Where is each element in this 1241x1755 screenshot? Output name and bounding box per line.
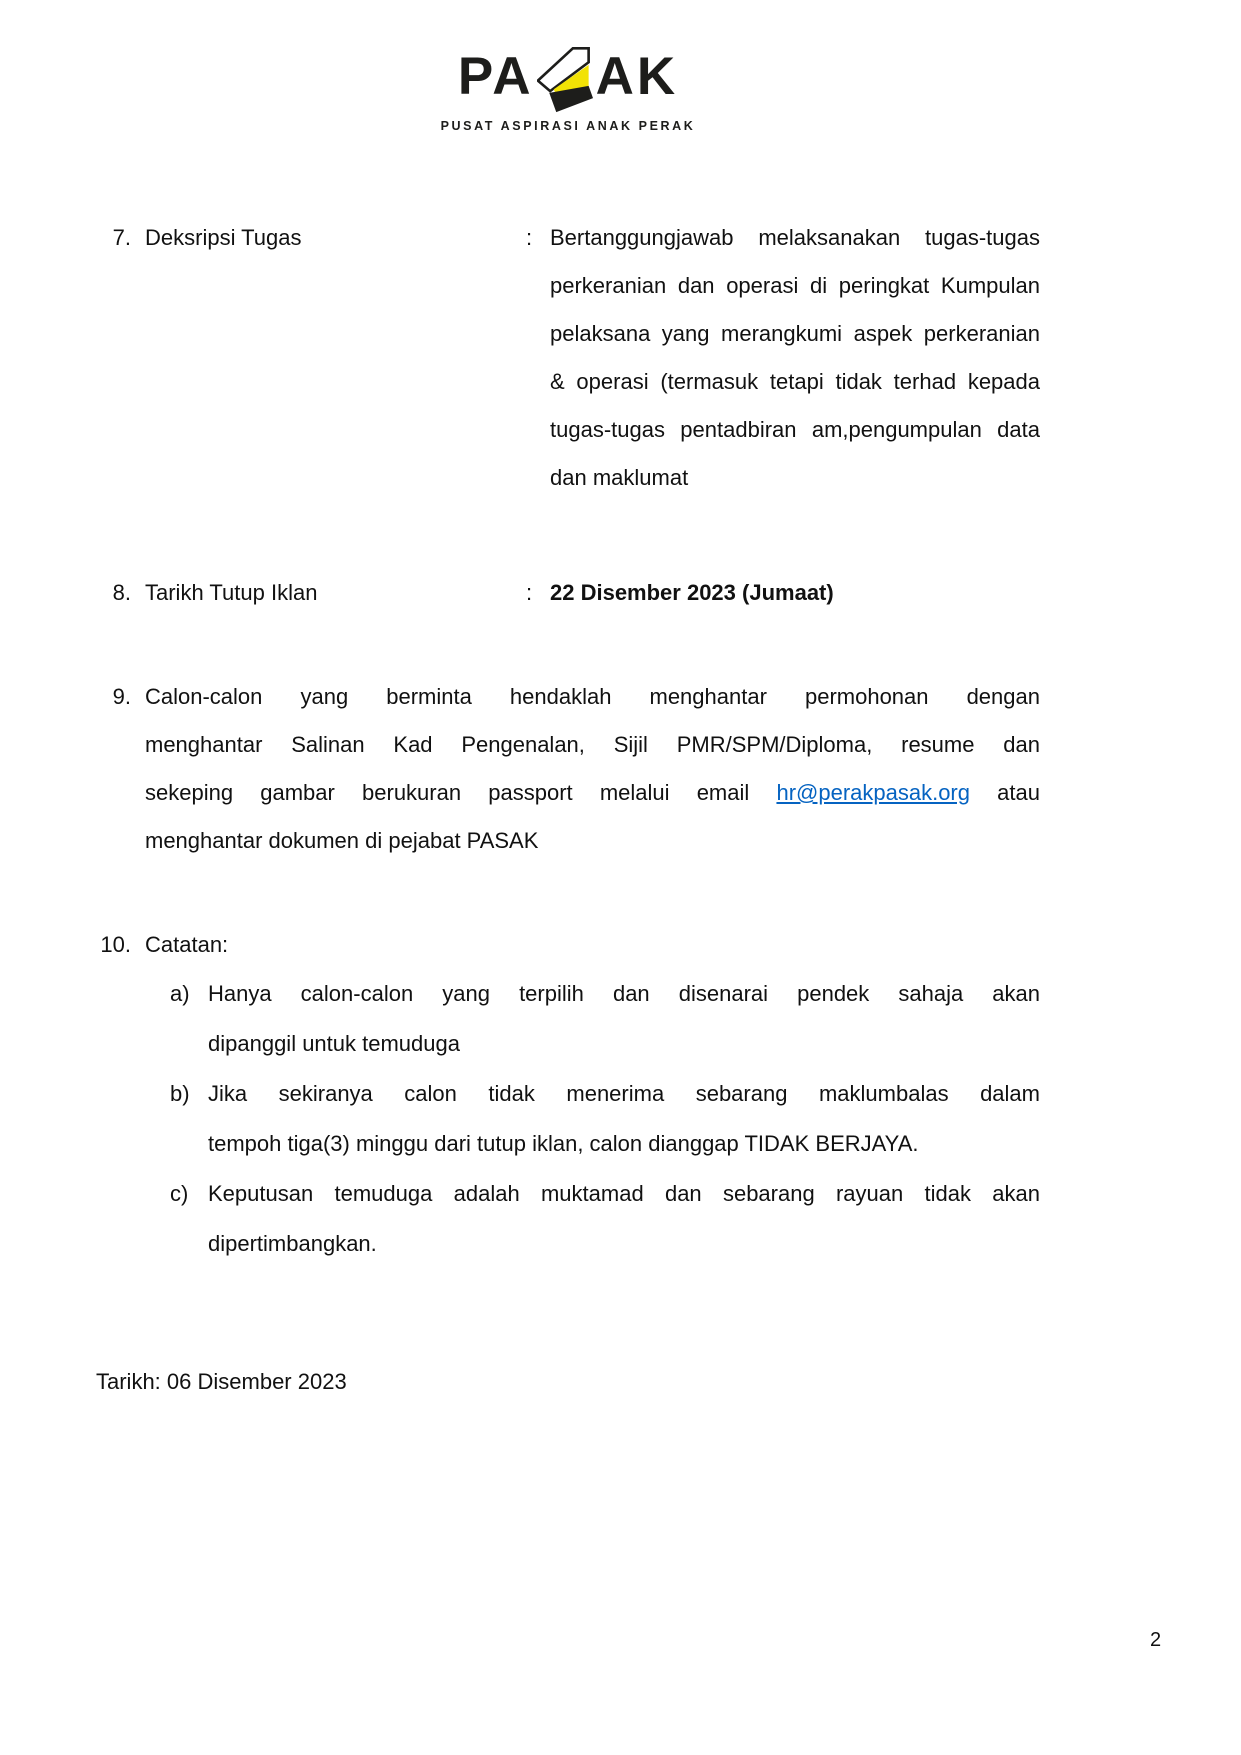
text-line	[208, 1069, 1040, 1119]
text-line	[550, 406, 1040, 454]
sub-item-b	[170, 1069, 1040, 1169]
logo-letters-left: PA	[457, 46, 534, 106]
logo-subtitle: PUSAT ASPIRASI ANAK PERAK	[440, 119, 696, 133]
text-segment: sekeping gambar berukuran passport melalui email	[145, 780, 777, 805]
sub-item-a	[170, 969, 1040, 1069]
sub-item-b-marker: b)	[170, 1081, 190, 1106]
item-7-colon: :	[526, 225, 533, 250]
logo-letters-right: AK	[595, 46, 679, 106]
text-segment: menghantar dokumen di pejabat PASAK	[145, 828, 539, 853]
item-8-value: 22 Disember 2023 (Jumaat)	[550, 580, 834, 605]
sub-item-a-marker: a)	[170, 981, 190, 1006]
item-7-row	[96, 214, 1040, 502]
item-9-number: 9.	[112, 684, 131, 709]
text-segment: Calon-calon yang berminta hendaklah menghantar permohonan dengan	[145, 684, 1040, 709]
item-8-colon: :	[526, 580, 533, 605]
date-line: Tarikh: 06 Disember 2023	[96, 1369, 347, 1394]
page-number: 2	[1150, 1629, 1162, 1651]
item-7-number: 7.	[112, 225, 131, 250]
item-10-number: 10.	[100, 932, 131, 957]
text-segment: Keputusan temuduga adalah muktamad dan sebarang rayuan tidak akan	[208, 1181, 1040, 1206]
item-8-row	[96, 569, 1040, 617]
item-10-sublist	[170, 969, 1040, 1269]
text-segment: menghantar Salinan Kad Pengenalan, Sijil PMR/SPM/Diploma, resume dan	[145, 732, 1040, 757]
pasak-bolt-icon	[537, 40, 593, 116]
text-line	[550, 358, 1040, 406]
sub-item-b-text	[208, 1069, 1040, 1169]
text-line	[145, 817, 1040, 865]
text-line	[208, 1019, 1040, 1069]
sub-item-c-marker: c)	[170, 1181, 189, 1206]
item-10-row	[96, 921, 1040, 969]
sub-item-a-text	[208, 969, 1040, 1069]
item-8-label: Tarikh Tutup Iklan	[145, 580, 318, 605]
text-line	[208, 1169, 1040, 1219]
text-segment: perkeranian dan operasi di peringkat Kumpulan	[550, 273, 1040, 298]
text-segment: Jika sekiranya calon tidak menerima sebarang maklumbalas dalam	[208, 1081, 1040, 1106]
text-segment: atau	[970, 780, 1040, 805]
item-7-value	[550, 214, 1040, 502]
text-segment: Bertanggungjawab melaksanakan tugas-tugas	[550, 225, 1040, 250]
sub-item-c	[170, 1169, 1040, 1269]
text-segment: dan maklumat	[550, 465, 689, 490]
text-line	[550, 310, 1040, 358]
text-line	[208, 1219, 1040, 1269]
text-segment: & operasi (termasuk tetapi tidak terhad kepada	[550, 369, 1040, 394]
item-7-label: Deksripsi Tugas	[145, 225, 302, 250]
item-9-paragraph	[145, 673, 1040, 865]
text-segment: tempoh tiga(3) minggu dari tutup iklan, calon dianggap TIDAK BERJAYA.	[208, 1131, 919, 1156]
item-10-label: Catatan:	[145, 932, 229, 957]
pasak-logo	[440, 38, 696, 133]
item-9-row	[96, 673, 1040, 865]
text-segment: Hanya calon-calon yang terpilih dan disenarai pendek sahaja akan	[208, 981, 1040, 1006]
text-line	[550, 454, 1040, 502]
text-segment: dipanggil untuk temuduga	[208, 1031, 460, 1056]
item-8-number: 8.	[112, 580, 131, 605]
text-segment: dipertimbangkan.	[208, 1231, 377, 1256]
text-line	[550, 214, 1040, 262]
text-line	[145, 721, 1040, 769]
email-link[interactable]: hr@perakpasak.org	[776, 780, 970, 805]
text-line	[145, 673, 1040, 721]
sub-item-c-text	[208, 1169, 1040, 1269]
text-segment: tugas-tugas pentadbiran am,pengumpulan data	[550, 417, 1040, 442]
text-line	[208, 969, 1040, 1019]
text-line	[145, 769, 1040, 817]
text-segment: pelaksana yang merangkumi aspek perkeranian	[550, 321, 1040, 346]
text-line	[550, 262, 1040, 310]
text-line	[208, 1119, 1040, 1169]
pasak-logo-word	[458, 38, 678, 114]
